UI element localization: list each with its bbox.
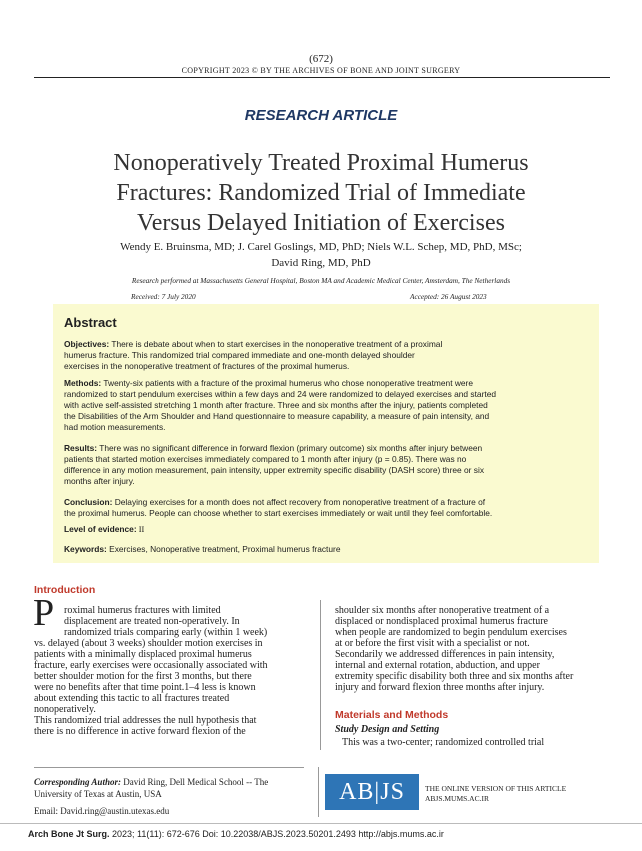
citation-footer [28, 829, 444, 839]
received-date: Received: 7 July 2020 [131, 292, 196, 301]
text-line: extremity specific disability both three and six months after [335, 671, 574, 682]
text-line: internal and external rotation, abduction, and upper [335, 660, 540, 671]
text-line: This randomized trial addresses the null hypothesis that [34, 715, 257, 726]
text-line: displaced or nondisplaced proximal humerus fracture [335, 616, 548, 627]
abstract-results: Results: There was no significant difference in forward flexion (primary outcome) six months after injury between patients that started motion exercises immediately compared to 1 month after injury (p = 0.85). There was no difference in any motion measurement, pain intensity, upper extremity specific disability (DASH score) three or six months after injury. [64, 443, 485, 486]
logo-divider [318, 767, 319, 817]
corresponding-label: Corresponding Author: [34, 777, 121, 787]
abjs-logo: AB|JS [325, 774, 419, 810]
copyright-line: COPYRIGHT 2023 © BY THE ARCHIVES OF BONE AND JOINT SURGERY [181, 66, 461, 75]
study-design-subheading: Study Design and Setting [335, 724, 440, 735]
introduction-heading: Introduction [34, 584, 96, 596]
journal-url[interactable]: ABJS.MUMS.AC.IR [425, 794, 489, 803]
text-line: were no benefits after that time point.1–4 less is known [34, 682, 256, 693]
author-email[interactable]: Email: David.ring@austin.utexas.edu [34, 806, 170, 816]
text-line: nonoperatively. [34, 704, 96, 715]
text-line: patients with a minimally displaced proximal humerus [34, 649, 252, 660]
online-version-note: THE ONLINE VERSION OF THIS ARTICLE ABJS.MUMS.AC.IR [425, 784, 567, 803]
accepted-date: Accepted: 26 August 2023 [410, 292, 487, 301]
text-line: fracture, early exercises were occasionally associated with [34, 660, 268, 671]
text-line: better shoulder motion for the first 3 months, but there [34, 671, 252, 682]
materials-text: This was a two-center; randomized controlled trial [342, 737, 545, 748]
article-title [60, 148, 582, 238]
authors-line: Wendy E. Bruinsma, MD; J. Carel Goslings, MD, PhD; Niels W.L. Schep, MD, PhD, MSc; [120, 241, 522, 253]
text-line: about extending this tactic to all fractures treated [34, 693, 230, 704]
text-line: displacement are treated non-operatively. In [64, 616, 240, 627]
level-label: Level of evidence: [64, 524, 137, 534]
abstract-conclusion: Conclusion: Delaying exercises for a month does not affect recovery from nonoperative treatment of a fracture of the proximal humerus. People can choose whether to start exercises immediately or wait until they feel comfortable. [64, 497, 493, 518]
author-list [40, 239, 602, 271]
text-line: vs. delayed (about 3 weeks) shoulder motion exercises in [34, 638, 263, 649]
journal-name: Arch Bone Jt Surg. [28, 829, 110, 839]
drop-cap: P [33, 592, 55, 634]
level-of-evidence: Level of evidence: II [64, 524, 145, 534]
correspondence-divider [34, 767, 304, 768]
affiliation: Research performed at Massachusetts General Hospital, Boston MA and Academic Medical Center, Amsterdam, The Netherlands [131, 276, 511, 285]
objectives-label: Objectives: [64, 339, 110, 349]
results-label: Results: [64, 443, 98, 453]
text-line: injury and forward flexion three months after injury. [335, 682, 545, 693]
keywords-label: Keywords: [64, 544, 107, 554]
footer-divider [0, 823, 642, 824]
text-line: Secondarily we addressed differences in pain intensity, [335, 649, 555, 660]
abstract-heading: Abstract [64, 315, 117, 330]
text-line: there is no difference in active forward flexion of the [34, 726, 246, 737]
materials-methods-heading: Materials and Methods [335, 709, 449, 721]
article-type-label: RESEARCH ARTICLE [244, 107, 398, 124]
authors-line: David Ring, MD, PhD [271, 257, 371, 269]
text-line: at or before the first visit with a specialist or not. [335, 638, 530, 649]
conclusion-label: Conclusion: [64, 497, 113, 507]
introduction-right-column [335, 605, 607, 693]
text-line: randomized trials comparing early (within 1 week) [64, 627, 268, 638]
abstract-objectives: Objectives: There is debate about when to start exercises in the nonoperative treatment of a proximal humerus fracture. This randomized trial compared immediate and one-month delayed shoulder exercises in the nonoperative treatment of fractures of the proximal humerus. [64, 339, 443, 371]
title-line: Nonoperatively Treated Proximal Humerus [113, 150, 529, 176]
column-divider [320, 600, 321, 750]
introduction-left-column [34, 605, 304, 737]
keywords: Keywords: Exercises, Nonoperative treatment, Proximal humerus fracture [64, 544, 341, 554]
abstract-methods: Methods: Twenty-six patients with a fracture of the proximal humerus who chose nonoperative treatment were randomized to start pendulum exercises within a few days and 24 were randomized to delayed exercises and started with active self-assisted stretching 1 month after fracture. Three and six months after the injury, patients completed the Disabilities of the Arm Shoulder and Hand questionnaire to measure capability, a measure of pain intensity, and had motion measurements. [64, 378, 497, 432]
corresponding-author: Corresponding Author: David Ring, Dell Medical School -- The University of Texas at Austin, USA [34, 777, 269, 799]
title-line: Versus Delayed Initiation of Exercises [137, 210, 505, 236]
text-line: when people are randomized to begin pendulum exercises [335, 627, 567, 638]
methods-label: Methods: [64, 378, 102, 388]
page-number: (672) [309, 53, 333, 65]
citation-text: 2023; 11(11): 672-676 Doi: 10.22038/ABJS.2023.50201.2493 http://abjs.mums.ac.ir [109, 829, 444, 839]
text-line: shoulder six months after nonoperative treatment of a [335, 605, 550, 616]
text-line: roximal humerus fractures with limited [64, 605, 221, 616]
title-line: Fractures: Randomized Trial of Immediate [116, 180, 526, 206]
header-divider [34, 77, 610, 78]
